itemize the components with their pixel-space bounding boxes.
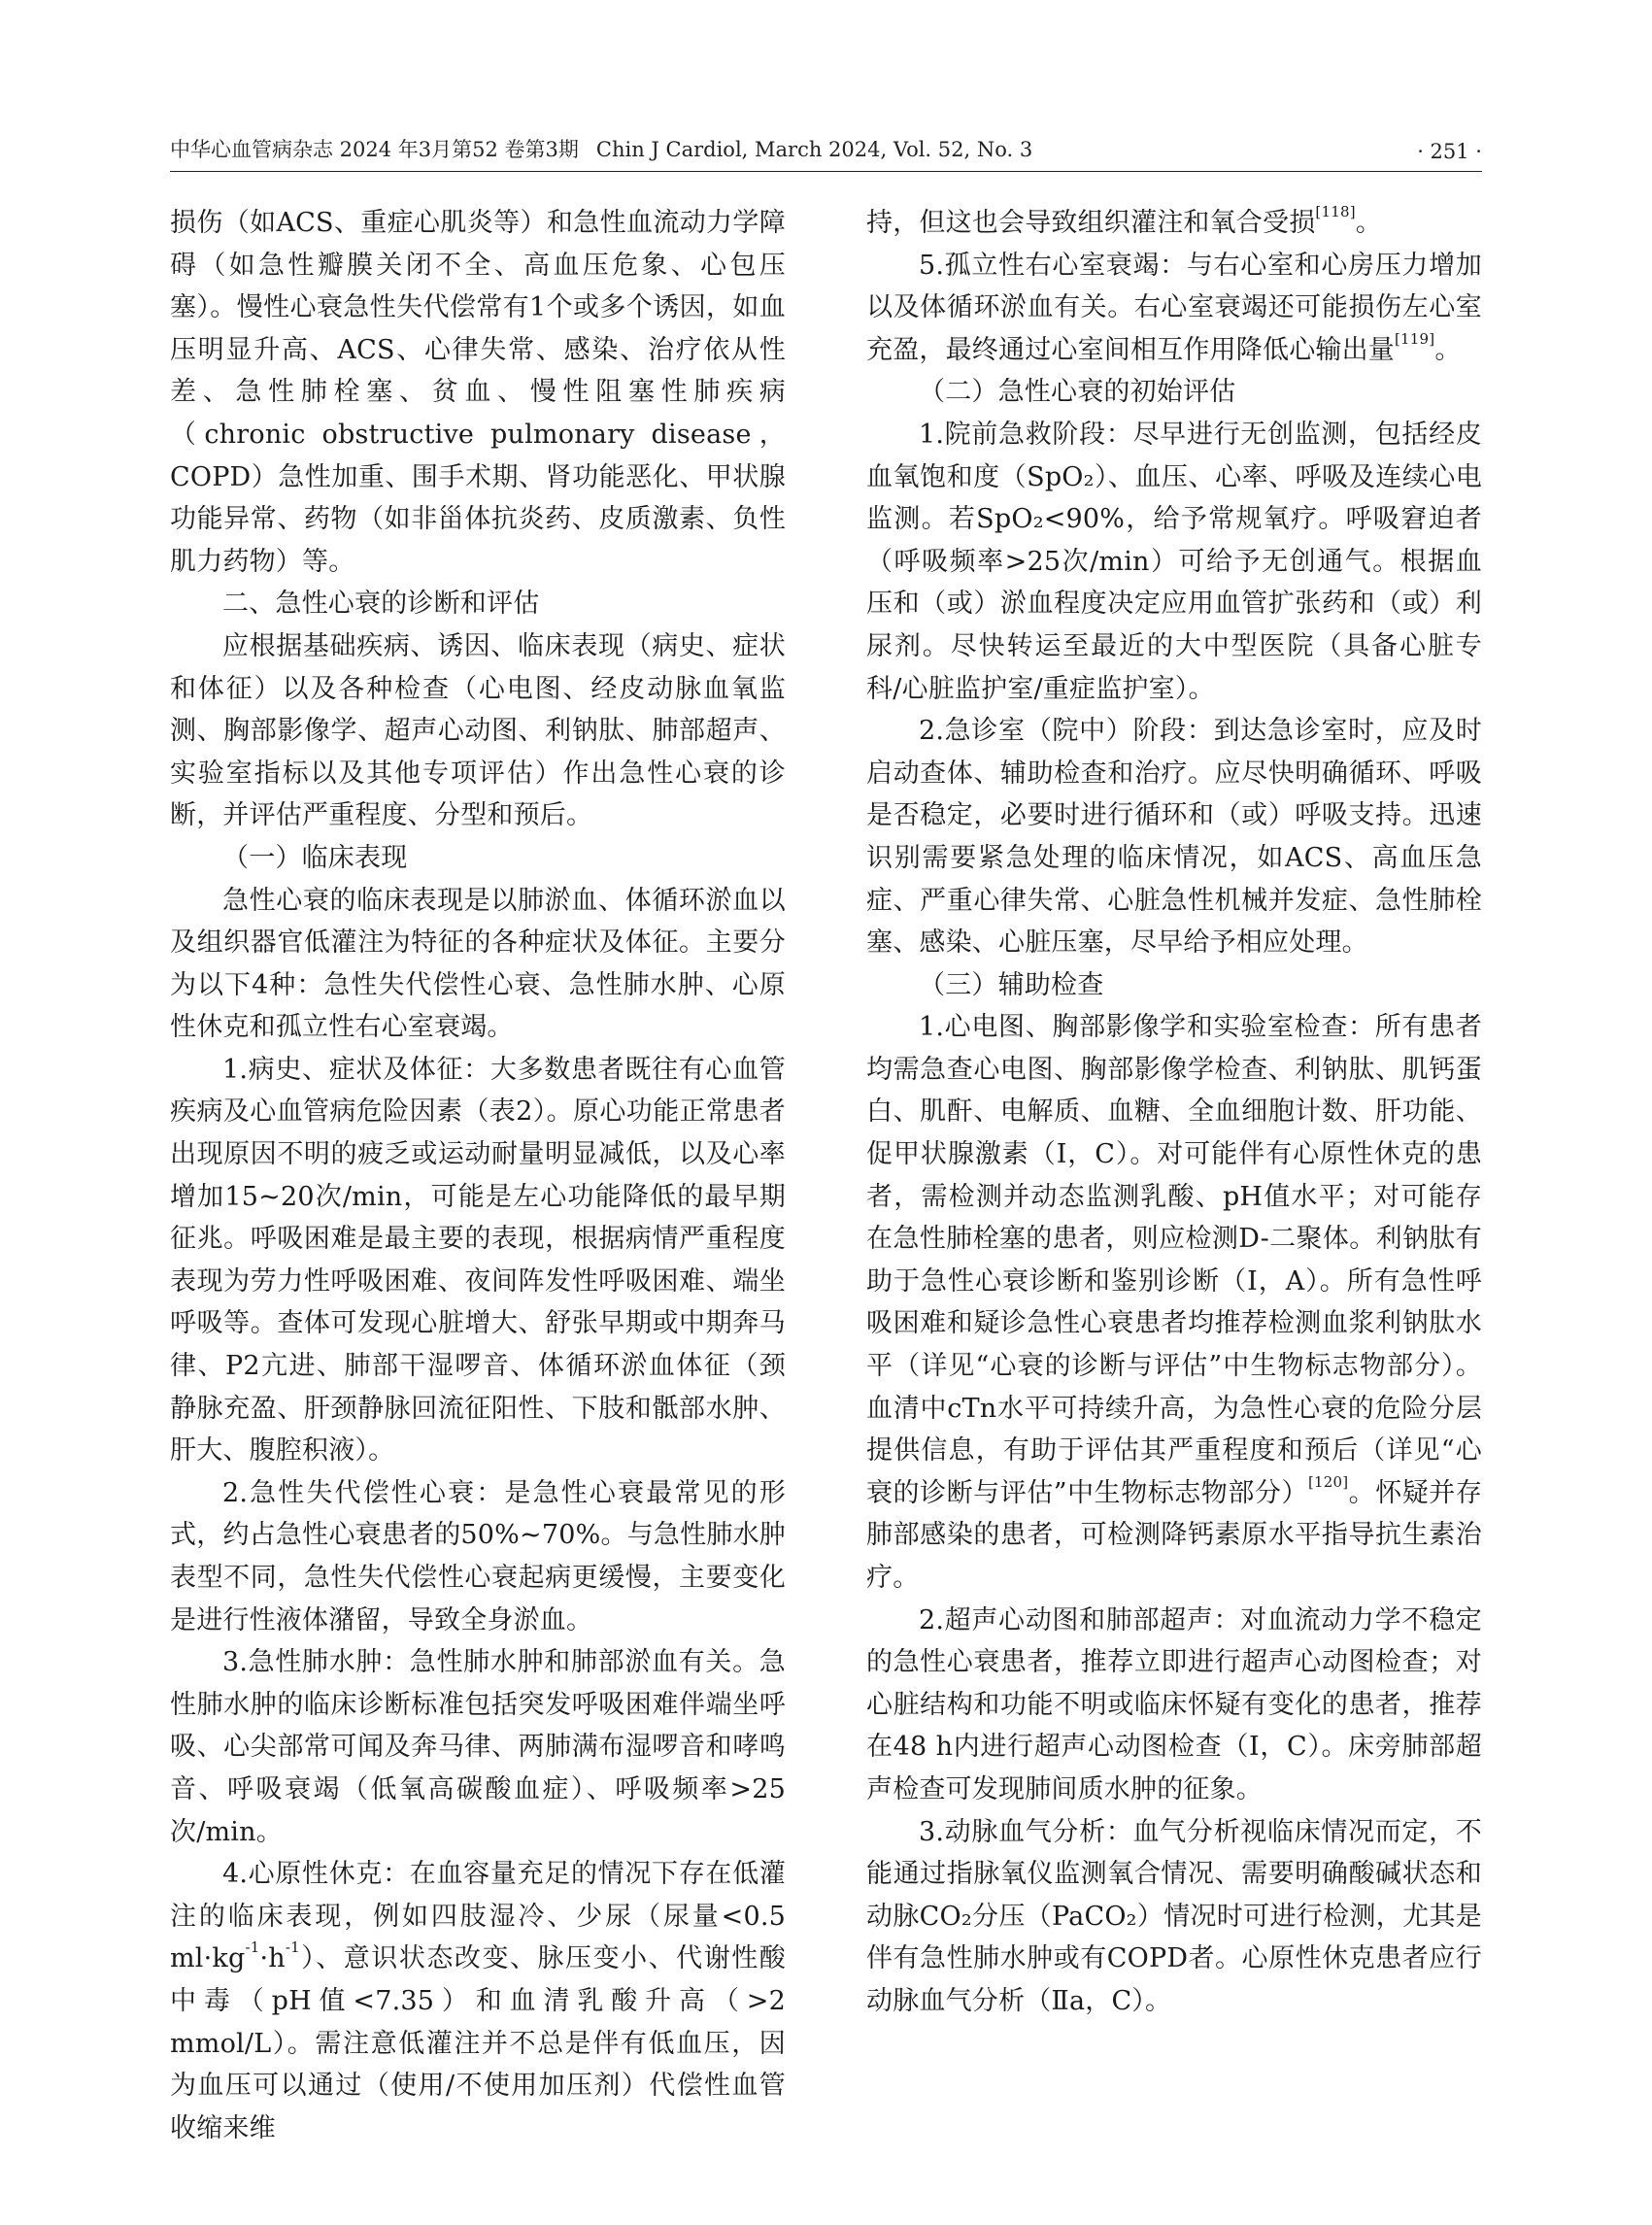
superscript: -1 [245, 1938, 260, 1957]
text-span: 持，但这也会导致组织灌注和氧合受损 [866, 208, 1316, 238]
citation-ref: [118] [1315, 203, 1356, 220]
text-span: 。怀疑并存肺部感染的患者，可检测降钙素原水平指导抗生素治疗。 [866, 1477, 1483, 1593]
paragraph: 2.急诊室（院中）阶段：到达急诊室时，应及时启动查体、辅助检查和治疗。应尽快明确循环、呼吸是否稳定，必要时进行循环和（或）呼吸支持。迅速识别需要紧急处理的临床情况，如ACS、高血压急症、严重心律失常、心脏急性机械并发症、急性肺栓塞、感染、心脏压塞，尽早给予相应处理。 [866, 716, 1482, 959]
paragraph: 3.动脉血气分析：血气分析视临床情况而定，不能通过指脉氧仪监测氧合情况、需要明确酸碱状态和动脉CO₂分压（PaCO₂）情况时可进行检测，尤其是伴有急性肺水肿或有COPD者。心原性休克患者应行动脉血气分析（Ⅱa，C）。 [866, 1816, 1482, 2016]
paragraph: 1.病史、症状及体征：大多数患者既往有心血管疾病及心血管病危险因素（表2）。原心功能正常患者出现原因不明的疲乏或运动耐量明显减低，以及心率增加15~20次/min，可能是左心功能降低的最早期征兆。呼吸困难是最主要的表现，根据病情严重程度表现为劳力性呼吸困难、夜间阵发性呼吸困难、端坐呼吸等。查体可发现心脏增大、舒张早期或中期奔马律、P2亢进、肺部干湿啰音、体循环淤血体征（颈静脉充盈、肝颈静脉回流征阳性、下肢和骶部水肿、肝大、腹腔积液）。 [170, 1054, 786, 1466]
text-span: 1.心电图、胸部影像学和实验室检查：所有患者均需急查心电图、胸部影像学检查、利钠肽、肌钙蛋白、肌酐、电解质、血糖、全血细胞计数、肝功能、促甲状腺激素（Ⅰ，C）。对可能伴有心原性休克的患者，需检测并动态监测乳酸、pH值水平；对可能存在急性肺栓塞的患者，则应检测D-二聚体。利钠肽有助于急性心衰诊断和鉴别诊断（Ⅰ，A）。所有急性呼吸困难和疑诊急性心衰患者均推荐检测血浆利钠肽水平（详见“心衰的诊断与评估”中生物标志物部分）。血清中cTn水平可持续升高，为急性心衰的危险分层提供信息，有助于评估其严重程度和预后（详见“心衰的诊断与评估”中生物标志物部分） [866, 1012, 1482, 1508]
text-span: 。 [1355, 208, 1382, 238]
paragraph: 应根据基础疾病、诱因、临床表现（病史、症状和体征）以及各种检查（心电图、经皮动脉血氧监测、胸部影像学、超声心动图、利钠肽、肺部超声、实验室指标以及其他专项评估）作出急性心衰的诊断，并评估严重程度、分型和预后。 [170, 630, 786, 831]
subsection-heading: （一）临床表现 [222, 842, 408, 873]
page-number: · 251 · [1417, 140, 1482, 163]
paragraph: 2.超声心动图和肺部超声：对血流动力学不稳定的急性心衰患者，推荐立即进行超声心动图检查；对心脏结构和功能不明或临床怀疑有变化的患者，推荐在48 h内进行超声心动图检查（Ⅰ，C）。床旁肺部超声检查可发现肺间质水肿的征象。 [866, 1604, 1482, 1804]
paragraph: 1.院前急救阶段：尽早进行无创监测，包括经皮血氧饱和度（SpO₂）、血压、心率、呼吸及连续心电监测。若SpO₂<90%，给予常规氧疗。呼吸窘迫者（呼吸频率>25次/min）可给予无创通气。根据血压和（或）淤血程度决定应用血管扩张药和（或）利尿剂。尽快转运至最近的大中型医院（具备心脏专科/心脏监护室/重症监护室）。 [866, 419, 1482, 704]
paragraph: 2.急性失代偿性心衰：是急性心衰最常见的形式，约占急性心衰患者的50%~70%。与急性肺水肿表型不同，急性失代偿性心衰起病更缓慢，主要变化是进行性液体潴留，导致全身淤血。 [170, 1477, 786, 1635]
paragraph [866, 202, 1482, 245]
journal-title-cn: 中华心血管病杂志 2024 年3月第52 卷第3期 [170, 138, 579, 161]
left-column [170, 202, 786, 2149]
paragraph [866, 245, 1482, 372]
text-span: 4.心原性休克：在血容量充足的情况下存在低灌注的临床表现，例如四肢湿冷、少尿（尿量<0.5 ml·kg [170, 1859, 786, 1974]
journal-title-en: Chin J Cardiol, March 2024, Vol. 52, No. 3 [595, 138, 1033, 161]
journal-citation [170, 134, 1032, 163]
running-header [170, 132, 1482, 172]
paragraph: 3.急性肺水肿：急性肺水肿和肺部淤血有关。急性肺水肿的临床诊断标准包括突发呼吸困难伴端坐呼吸、心尖部常可闻及奔马律、两肺满布湿啰音和哮鸣音、呼吸衰竭（低氧高碳酸血症）、呼吸频率>25次/min。 [170, 1647, 786, 1847]
text-span: 。 [1434, 334, 1462, 365]
text-span: ）、意识状态改变、脉压变小、代谢性酸中毒（pH值<7.35）和血清乳酸升高（>2 mmol/L）。需注意低灌注并不总是伴有低血压，因为血压可以通过（使用/不使用加压剂）代偿性血管收缩来维 [170, 1943, 786, 2143]
citation-ref: [119] [1395, 329, 1435, 348]
text-span: ·h [259, 1943, 286, 1974]
superscript: -1 [285, 1938, 300, 1957]
paragraph: 急性心衰的临床表现是以肺淤血、体循环淤血以及组织器官低灌注为特征的各种症状及体征。主要分为以下4种：急性失代偿性心衰、急性肺水肿、心原性休克和孤立性右心室衰竭。 [170, 885, 786, 1043]
right-column [866, 202, 1482, 2023]
text-span: 5.孤立性右心室衰竭：与右心室和心房压力增加以及体循环淤血有关。右心室衰竭还可能损伤左心室充盈，最终通过心室间相互作用降低心输出量 [866, 250, 1482, 365]
paragraph [866, 1006, 1482, 1599]
subsection-heading: （二）急性心衰的初始评估 [919, 377, 1236, 408]
paragraph [170, 1853, 786, 2149]
section-heading: 二、急性心衰的诊断和评估 [222, 589, 540, 620]
subsection-heading: （三）辅助检查 [919, 969, 1104, 1000]
citation-ref: [120] [1307, 1472, 1349, 1491]
paragraph: 损伤（如ACS、重症心肌炎等）和急性血流动力学障碍（如急性瓣膜关闭不全、高血压危象、心包压塞）。慢性心衰急性失代偿常有1个或多个诱因，如血压明显升高、ACS、心律失常、感染、治疗依从性差、急性肺栓塞、贫血、慢性阻塞性肺疾病（chronic obstructive pulmonary disease，COPD）急性加重、围手术期、肾功能恶化、甲状腺功能异常、药物（如非甾体抗炎药、皮质激素、负性肌力药物）等。 [170, 208, 786, 577]
